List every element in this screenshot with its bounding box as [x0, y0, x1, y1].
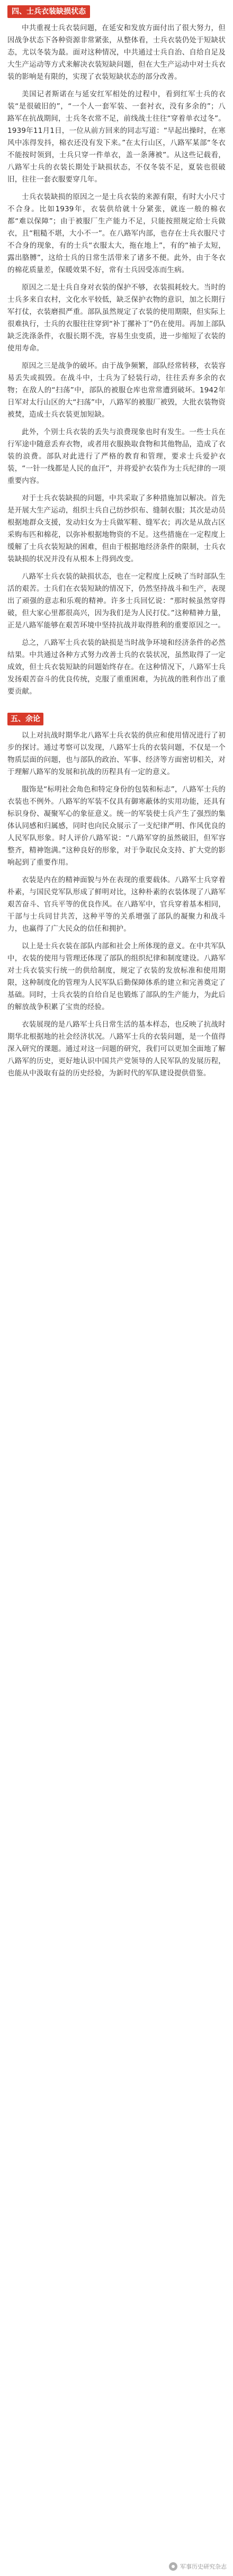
paragraph: 士兵衣装缺损的原因之一是士兵衣装的来源有限，有时大小尺寸不合身。比如1939年，衣装供给就十分紧张，就连一般的棉衣都“难以保障”；由于被服厂生产能力不足，只能按照规定给士兵做衣，且“粗糙不堪，大小不一”。在八路军内部，也存在士兵衣服尺寸不合身的现象，有的士兵“衣服太大，拖在地上”，有的“袖子太短，露出胳膊”，这给士兵的日常生活带来了诸多不便。此外，由于冬衣的棉花质量差，保暖效果不好，常有士兵因受冻而生病。 — [7, 193, 226, 274]
paragraph: 以上是士兵衣装在部队内部和社会上所体现的意义。在中共军队中，衣装的使用与管理还体现了部队的组织纪律和制度建设。八路军对士兵衣装实行统一的供给制度，规定了衣装的发放标准和使用期限，这种制度化的管理为人民军队后勤保障体系的建立和完善奠定了基础。同时，士兵衣装的自给自足也锻炼了部队的生产能力，为此后的解放战争积累了宝贵的经验。 — [7, 942, 226, 1011]
paragraph: 八路军士兵衣装的缺损状态，也在一定程度上反映了当时部队生活的艰苦。士兵们在衣装短缺的情况下，仍然坚持战斗和生产，表现出了顽强的意志和乐观的精神。许多士兵回忆说：“那时候虽然穿得破，但大家心里都很高兴，因为我们是为人民打仗。”这种精神力量，正是八路军能够在艰苦环境中坚持抗战并取得胜利的重要原因之一。 — [7, 572, 226, 630]
paragraph: 衣装是内在的精神面貌与外在表现的重要载体。八路军士兵穿着朴素，与国民党军队形成了鲜明对比，这种朴素的衣装体现了八路军艰苦奋斗、官兵平等的优良作风。在八路军中，官兵穿着基本相同，干部与士兵同甘共苦，这种平等的关系增强了部队的凝聚力和战斗力，也赢得了广大民众的信任和拥护。 — [7, 876, 226, 933]
paragraph: 总之，八路军士兵衣装的缺损是当时战争环境和经济条件的必然结果。中共通过各种方式努力改善士兵的衣装状况，虽然取得了一定成效，但士兵衣装短缺的问题始终存在。在这种情况下，八路军士兵发扬艰苦奋斗的优良传统，克服了重重困难，为抗战的胜利作出了重要贡献。 — [7, 639, 226, 696]
section-four — [7, 5, 226, 698]
section-heading: 五、余论 — [7, 713, 43, 725]
section-spacer — [7, 704, 226, 713]
paragraph: 原因之三是战争的破坏。由于战争频繁，部队经常转移，衣装容易丢失或损毁。在战斗中，士兵为了轻装行动，往往丢弃多余的衣物；在敌人的“扫荡”中，部队的被服仓库也常常遭到破坏。1942年日军对太行山区的大“扫荡”中，八路军的被服厂被毁，大批衣装物资被焚，造成士兵衣装更加短缺。 — [7, 362, 226, 419]
watermark-text: 军事历史研究杂志 — [180, 2563, 227, 2570]
paragraph: 衣装展现的是八路军士兵日常生活的基本样态，也反映了抗战时期华北根据地的社会经济状况。八路军士兵的衣装问题，是一个值得深入研究的课题。通过对这一问题的研究，我们可以更加全面地了解八路军的历史，更好地认识中国共产党领导的人民军队的发展历程，也能从中汲取有益的历史经验，为新时代的军队建设提供借鉴。 — [7, 1020, 226, 1078]
paragraph: 服饰是“标明社会角色和特定身份的包装和标志”，八路军士兵的衣装也不例外。八路军的军装不仅具有御寒蔽体的实用功能，还具有标识身份、凝聚军心的象征意义。统一的军装使士兵产生了强烈的集体认同感和归属感，同时也向民众展示了一支纪律严明、作风优良的人民军队形象。时人评价八路军说：“八路军穿的虽然破旧，但军容整齐，精神饱满。”这种良好的形象，对于争取民众支持、扩大党的影响起到了重要作用。 — [7, 785, 226, 867]
paragraph: 以上对抗战时期华北八路军士兵衣装的供应和使用情况进行了初步的探讨。通过考察可以发现，八路军士兵的衣装问题，不仅是一个物质层面的问题，也与部队的政治、军事、经济等方面密切相关，对于理解八路军的发展和抗战的历程具有一定的意义。 — [7, 731, 226, 776]
paragraph: 原因之二是士兵自身对衣装的保护不够，衣装损耗较大。当时的士兵多来自农村，文化水平较低，缺乏保护衣物的意识，加之长期行军打仗，衣装磨损严重。部队虽然规定了衣装的使用期限，但实际上很难执行，士兵的衣服往往穿到“补丁摞补丁”仍在使用。再加上部队缺乏洗涤条件，衣服长期不洗，容易生虫变质，进一步缩短了衣装的使用寿命。 — [7, 283, 226, 353]
paragraph: 美国记者斯诺在与延安红军相处的过程中，看到红军士兵的衣装“是很破旧的”，“一个人一套军装、一套衬衣，没有多余的”；八路军在抗战期间，士兵冬衣常不足，前线战士往往“穿着单衣过冬”。1939年11月1日，一位从前方回来的同志写道：“早起出操时，在寒风中冻得发抖，棉衣还没有发下来。”在太行山区，八路军某部“冬衣不能按时领到，士兵只穿一件单衣，盖一条薄被”。从这些记载看，八路军士兵的衣装长期处于缺损状态，不仅冬装不足，夏装也很破旧，往往一套衣服要穿几年。 — [7, 90, 226, 184]
section-five — [7, 713, 226, 1080]
paragraph: 中共重视士兵衣装问题，在延安和发放方面付出了很大努力，但因战争状态下各种资源非常紧张，从整体看，士兵衣装仍处于短缺状态，尤以冬装为最。面对这种情况，中共通过士兵自治、自给自足及大生产运动等方式来解决衣装短缺问题，但在大生产运动中对士兵衣装的影响是有限的，实现了衣装短缺状态的部分改善。 — [7, 24, 226, 81]
paragraph: 对于士兵衣装缺损的问题，中共采取了多种措施加以解决。首先是开展大生产运动，组织士兵自己纺纱织布、缝制衣服；其次是动员根据地群众支援，发动妇女为士兵做军鞋、缝军衣；再次是从敌占区采购布匹和棉花，以弥补根据地物资的不足。这些措施在一定程度上缓解了士兵衣装短缺的困难，但由于根据地经济条件的限制，士兵衣装缺损的状况并没有从根本上得到改变。 — [7, 494, 226, 563]
source-watermark — [169, 2562, 227, 2571]
section-heading: 四、士兵衣装缺损状态 — [7, 5, 90, 18]
watermark-logo-icon — [169, 2562, 177, 2571]
paragraph: 此外，个别士兵衣装的丢失与浪费现象也时有发生。一些士兵在行军途中随意丢弃衣物，或者用衣服换取食物和其他物品，造成了衣装的浪费。部队对此进行了严格的教育和管理，要求士兵爱护衣装，“一针一线都是人民的血汗”，并将爱护衣装作为士兵纪律的一项重要内容。 — [7, 428, 226, 485]
